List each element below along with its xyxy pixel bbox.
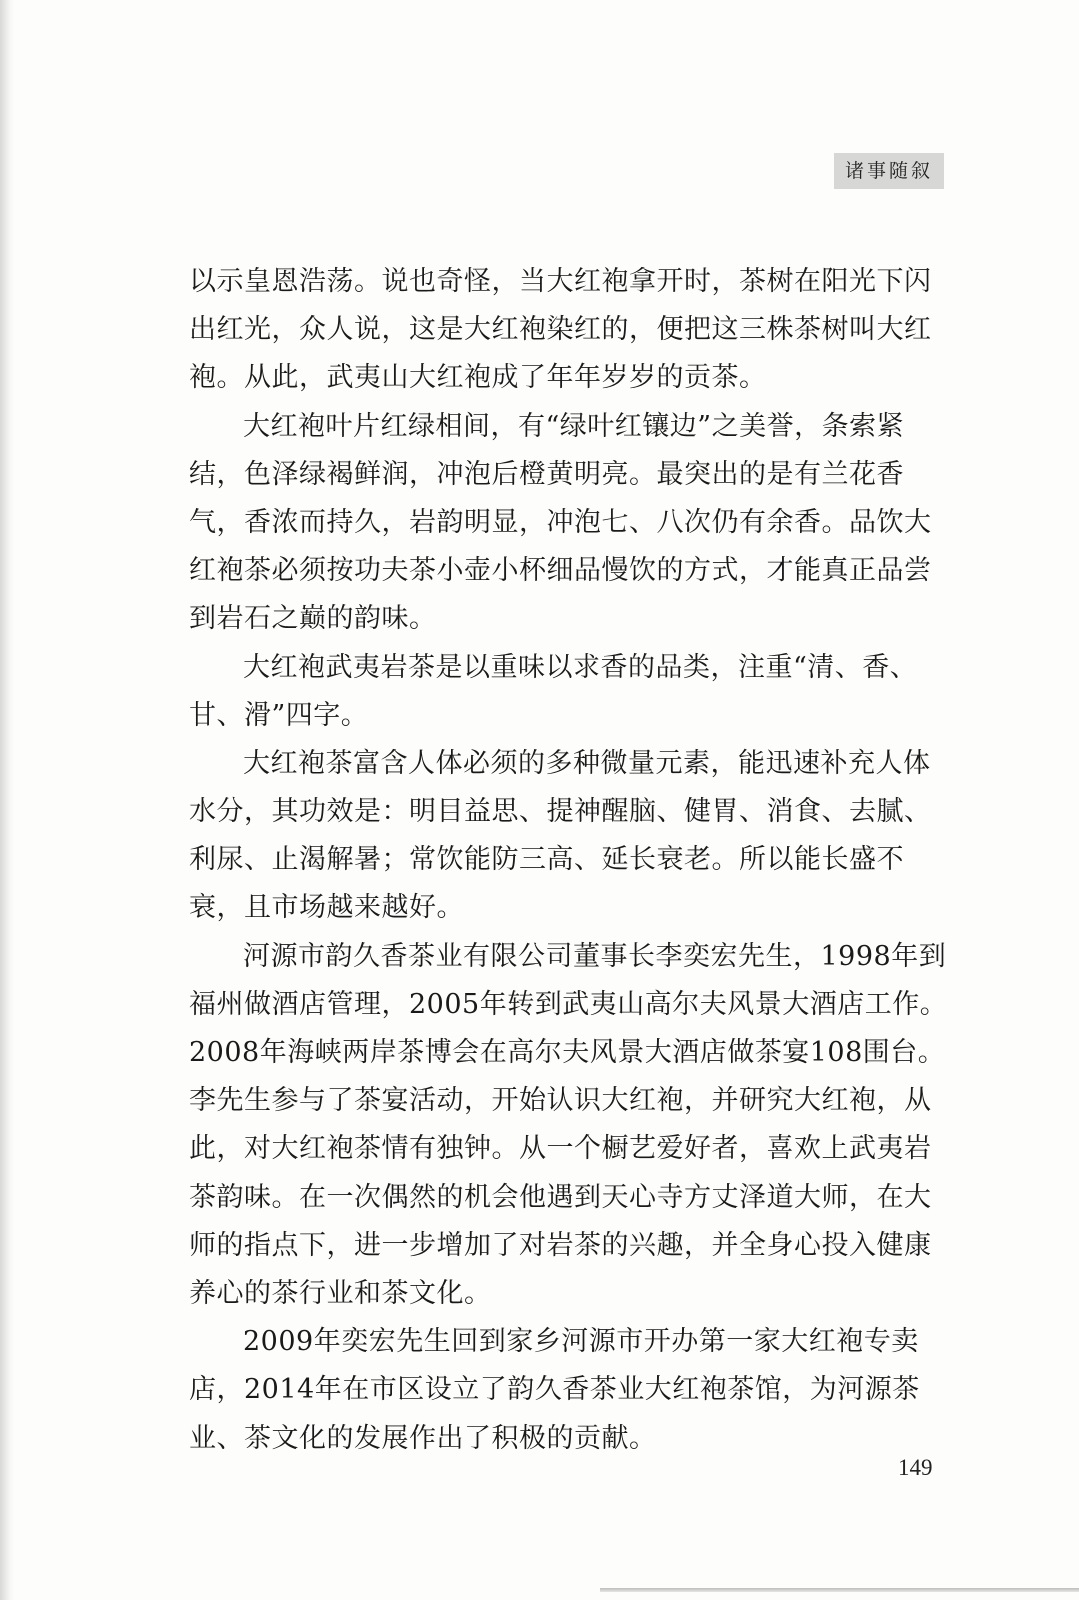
text-line: 此，对大红袍茶情有独钟。从一个橱艺爱好者，喜欢上武夷岩 (189, 1133, 932, 1165)
text-line: 2008年海峡两岸茶博会在高尔夫风景大酒店做茶宴108围台。 (189, 1037, 946, 1068)
text-line: 大红袍茶富含人体必须的多种微量元素，能迅速补充人体 (243, 747, 931, 779)
text-line: 河源市韵久香茶业有限公司董事长李奕宏先生，1998年到 (243, 940, 947, 972)
text-line: 袍。从此，武夷山大红袍成了年年岁岁的贡茶。 (189, 362, 767, 394)
text-line: 甘、滑”四字。 (189, 699, 369, 731)
text-line: 以示皇恩浩荡。说也奇怪，当大红袍拿开时，茶树在阳光下闪 (189, 266, 932, 297)
text-line: 到岩石之巅的韵味。 (189, 603, 437, 635)
text-line: 大红袍叶片红绿相间，有“绿叶红镶边”之美誉，条索紧 (243, 410, 905, 442)
text-line: 业、茶文化的发展作出了积极的贡献。 (189, 1422, 657, 1454)
text-line: 水分，其功效是：明目益思、提神醒脑、健胃、消食、去腻、 (189, 796, 932, 828)
text-line: 2009年奕宏先生回到家乡河源市开办第一家大红袍专卖 (243, 1326, 919, 1358)
text-line: 衰，且市场越来越好。 (189, 892, 464, 924)
text-line: 大红袍武夷岩茶是以重味以求香的品类，注重“清、香、 (243, 651, 918, 683)
page-number: 149 (898, 1455, 933, 1480)
text-line: 出红光，众人说，这是大红袍染红的，便把这三株茶树叫大红 (189, 314, 932, 346)
text-line: 茶韵味。在一次偶然的机会他遇到天心寺方丈泽道大师，在大 (189, 1181, 932, 1213)
text-line: 气，香浓而持久，岩韵明显，冲泡七、八次仍有余香。品饮大 (189, 506, 932, 538)
text-line: 养心的茶行业和茶文化。 (189, 1277, 492, 1309)
page-gutter-shadow (0, 0, 14, 1600)
text-line: 店，2014年在市区设立了韵久香茶业大红袍茶馆，为河源茶 (189, 1374, 920, 1406)
text-line: 红袍茶必须按功夫茶小壶小杯细品慢饮的方式，才能真正品尝 (189, 555, 932, 587)
text-line: 福州做酒店管理，2005年转到武夷山高尔夫风景大酒店工作。 (189, 988, 948, 1020)
scan-edge-rule (600, 1588, 1079, 1592)
text-line: 李先生参与了茶宴活动，开始认识大红袍，并研究大红袍，从 (189, 1085, 932, 1117)
body-text (189, 258, 948, 1463)
text-line: 利尿、止渴解暑；常饮能防三高、延长衰老。所以能长盛不 (189, 844, 904, 876)
running-head: 诸事随叙 (834, 153, 944, 189)
text-line: 结，色泽绿褐鲜润，冲泡后橙黄明亮。最突出的是有兰花香 (189, 458, 904, 490)
text-line: 师的指点下，进一步增加了对岩茶的兴趣，并全身心投入健康 (189, 1229, 932, 1261)
